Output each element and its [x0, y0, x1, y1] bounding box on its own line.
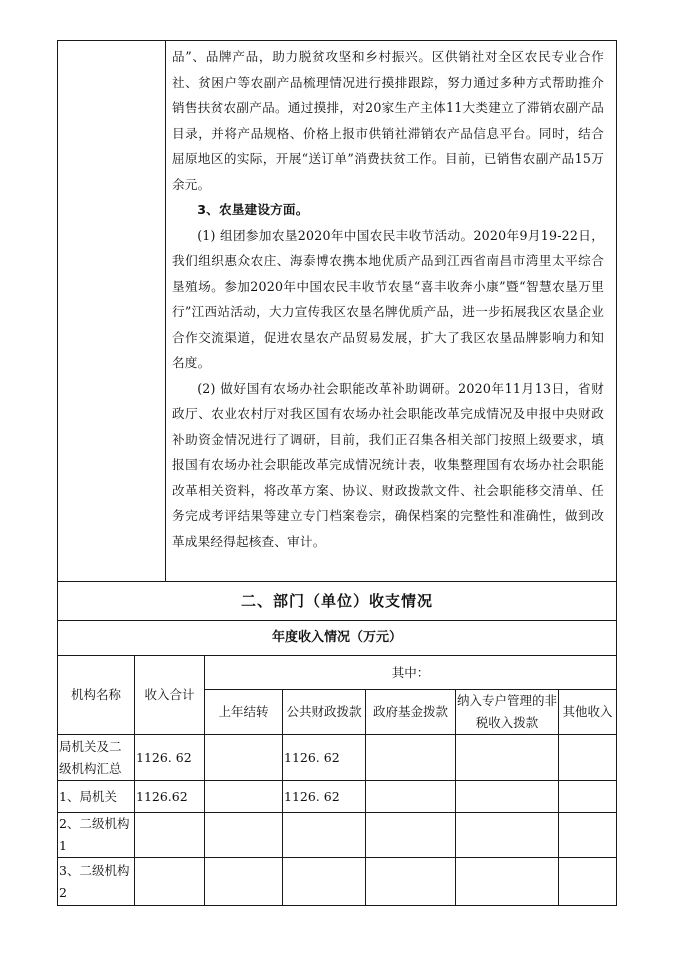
row-non-tax	[456, 858, 559, 906]
row-org-name: 局机关及二级机构汇总	[58, 735, 135, 781]
row-non-tax	[456, 813, 559, 858]
paragraph-3: (2) 做好国有农场办社会职能改革补助调研。2020年11月13日，省财政厅、农业农村厅对我区国有农场办社会职能改革完成情况及申报中央财政补助资金情况进行了调研，目前，我们正召集各相关部门按照上级要求，填报国有农场办社会职能改革完成情况统计表，收集整理国有农场办社会职能改革相关资料，将改革方案、协议、财政拨款文件、社会职能移交清单、任务完成考评结果等建立专门档案卷宗，确保档案的完整性和准确性，做到改革成果经得起核查、审计。	[172, 380, 605, 549]
header-org-name: 机构名称	[58, 656, 135, 735]
row-org-name: 2、二级机构1	[58, 813, 135, 858]
income-title-row	[58, 621, 617, 656]
header-gov-fund: 政府基金拨款	[366, 690, 456, 735]
row-non-tax	[456, 781, 559, 813]
paragraph-2: (1) 组团参加农垦2020年中国农民丰收节活动。2020年9月19-22日，我们组织惠众农庄、海泰博农携本地优质产品到江西省南昌市湾里太平综合垦殖场。参加2020年中国农民丰收节农垦“喜丰收奔小康”暨“智慧农垦万里行”江西站活动，大力宣传我区农垦名牌优质产品，进一步拓展我区农垦企业合作交流渠道，促进农垦农产品贸易发展，扩大了我区农垦品牌影响力和知名度。	[172, 227, 605, 370]
section-title-row	[58, 582, 617, 621]
header-other-income: 其他收入	[559, 690, 617, 735]
table-row	[58, 858, 617, 906]
row-total	[135, 858, 205, 906]
document-table	[57, 40, 617, 906]
header-public-finance: 公共财政拨款	[283, 690, 366, 735]
row-gov-fund	[366, 735, 456, 781]
row-org-name: 1、局机关	[58, 781, 135, 813]
row-other-income	[559, 813, 617, 858]
header-non-tax: 纳入专户管理的非税收入拨款	[456, 690, 559, 735]
section-title: 二、部门（单位）收支情况	[58, 582, 617, 621]
row-total: 1126. 62	[135, 735, 205, 781]
row-org-name: 3、二级机构2	[58, 858, 135, 906]
row-public-finance	[283, 813, 366, 858]
row-public-finance	[283, 858, 366, 906]
content-cell	[166, 41, 617, 582]
income-table-title: 年度收入情况（万元）	[58, 621, 617, 656]
row-other-income	[559, 858, 617, 906]
row-gov-fund	[366, 813, 456, 858]
header-row-1	[58, 656, 617, 690]
row-public-finance: 1126. 62	[283, 735, 366, 781]
table-row	[58, 813, 617, 858]
content-row	[58, 41, 617, 582]
row-non-tax	[456, 735, 559, 781]
header-carry-over: 上年结转	[205, 690, 283, 735]
header-income-total: 收入合计	[135, 656, 205, 735]
table-row	[58, 735, 617, 781]
row-total: 1126.62	[135, 781, 205, 813]
row-carry-over	[205, 858, 283, 906]
row-other-income	[559, 781, 617, 813]
row-carry-over	[205, 813, 283, 858]
header-of-which: 其中：	[205, 656, 617, 690]
row-gov-fund	[366, 858, 456, 906]
row-gov-fund	[366, 781, 456, 813]
table-row	[58, 781, 617, 813]
paragraph-1: 品”、品牌产品，助力脱贫攻坚和乡村振兴。区供销社对全区农民专业合作社、贫困户等农副产品梳理情况进行摸排跟踪，努力通过多种方式帮助推介销售扶贫农副产品。通过摸排，对20家生产主体11大类建立了滞销农副产品目录，并将产品规格、价格上报市供销社滞销农产品信息平台。同时，结合屈原地区的实际，开展“送订单”消费扶贫工作。目前，已销售农副产品15万余元。	[172, 49, 605, 192]
row-carry-over	[205, 735, 283, 781]
row-other-income	[559, 735, 617, 781]
content-left-blank	[58, 41, 166, 582]
heading-agri-reclamation: 3、农垦建设方面。	[197, 202, 309, 217]
row-carry-over	[205, 781, 283, 813]
row-public-finance: 1126. 62	[283, 781, 366, 813]
row-total	[135, 813, 205, 858]
